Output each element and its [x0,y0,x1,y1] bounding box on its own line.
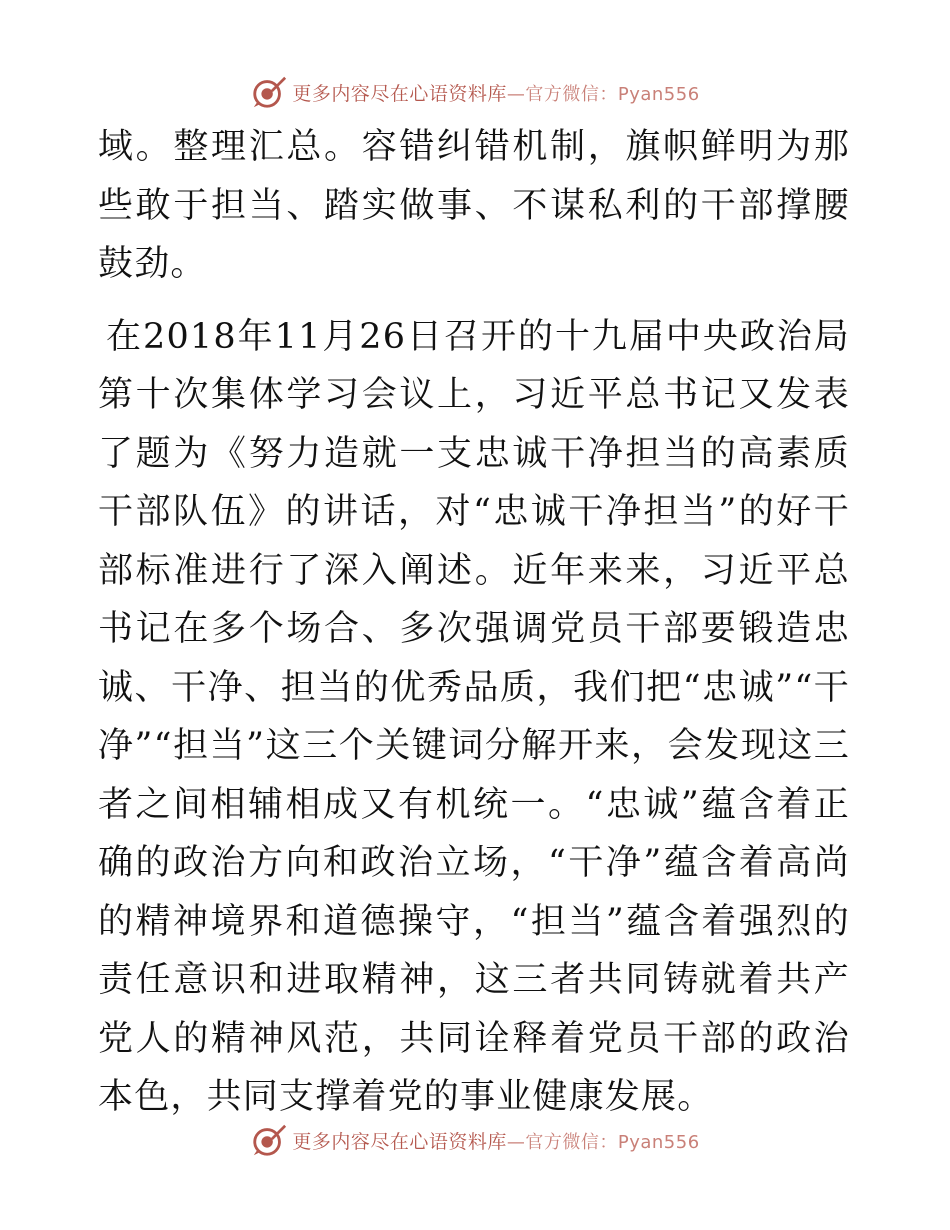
footer-watermark [0,1120,950,1160]
watermark-text: 更多内容尽在心语资料库—官方微信：Pyan556 [292,82,700,105]
paragraph: 域。整理汇总。容错纠错机制，旗帜鲜明为那些敢于担当、踏实做事、不谋私利的干部撑腰鼓劲。 [98,127,850,284]
pen-logo-icon [250,73,288,111]
header-watermark [0,72,950,112]
watermark-text: 更多内容尽在心语资料库—官方微信：Pyan556 [292,1130,700,1153]
document-body [98,118,850,1127]
pen-logo-icon [250,1121,288,1159]
paragraph: 在2018年11月26日召开的十九届中央政治局第十次集体学习会议上，习近平总书记又发表了题为《努力造就一支忠诚干净担当的高素质干部队伍》的讲话，对“忠诚干净担当”的好干部标准进行了深入阐述。近年来来，习近平总书记在多个场合、多次强调党员干部要锻造忠诚、干净、担当的优秀品质，我们把“忠诚”“干净”“担当”这三个关键词分解开来，会发现这三者之间相辅相成又有机统一。“忠诚”蕴含着正确的政治方向和政治立场，“干净”蕴含着高尚的精神境界和道德操守，“担当”蕴含着强烈的责任意识和进取精神，这三者共同铸就着共产党人的精神风范，共同诠释着党员干部的政治本色，共同支撑着党的事业健康发展。 [98,316,850,1117]
